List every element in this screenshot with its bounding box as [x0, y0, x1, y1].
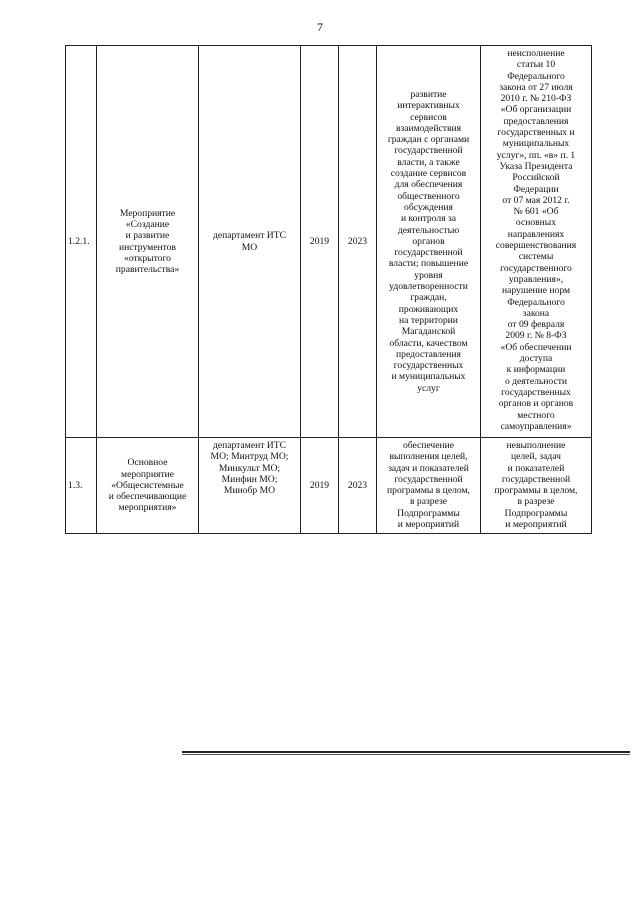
measure-name-cell: Мероприятие «Создание и развитие инструментов «открытого правительства» — [97, 46, 199, 438]
consequences-cell: неисполнение статьи 10 Федерального закона от 27 июля 2010 г. № 210-ФЗ «Об организации предоставления государственных и муниципальных услуг», пп. «в» п. 1 Указа Президента Российской Федерации от 07 мая 2012 г. № 601 «Об основных направлениях совершенствования системы государственного управления», нарушение норм Федерального закона от 09 февраля 2009 г. № 8-ФЗ «Об обеспечении доступа к информации о деятельности государственных органов и органов местного самоуправления» — [481, 46, 592, 438]
footer-divider-thin — [182, 754, 630, 755]
end-year-cell: 2023 — [339, 438, 377, 534]
row-number-cell: 1.2.1. — [66, 46, 97, 438]
row-number-cell: 1.3. — [66, 438, 97, 534]
measures-table — [65, 45, 592, 534]
executor-cell: департамент ИТС МО; Минтруд МО; Минкульт МО; Минфин МО; Минобр МО — [199, 438, 301, 534]
measure-name-cell: Основное мероприятие «Общесистемные и обеспечивающие мероприятия» — [97, 438, 199, 534]
executor-cell: департамент ИТС МО — [199, 46, 301, 438]
table-row — [66, 438, 592, 534]
start-year-cell: 2019 — [301, 46, 339, 438]
page-number: 7 — [317, 20, 323, 34]
table-row — [66, 46, 592, 438]
expected-result-cell: обеспечение выполнения целей, задач и показателей государственной программы в целом, в разрезе Подпрограммы и мероприятий — [377, 438, 481, 534]
footer-divider — [182, 751, 630, 753]
consequences-cell: невыполнение целей, задач и показателей государственной программы в целом, в разрезе Подпрограммы и мероприятий — [481, 438, 592, 534]
end-year-cell: 2023 — [339, 46, 377, 438]
expected-result-cell: развитие интерактивных сервисов взаимодействия граждан с органами государственной власти, а также создание сервисов для обеспечения общественного обсуждения и контроля за деятельностью органов государственной власти; повышение уровня удовлетворенности граждан, проживающих на территории Магаданской области, качеством предоставления государственных и муниципальных услуг — [377, 46, 481, 438]
start-year-cell: 2019 — [301, 438, 339, 534]
